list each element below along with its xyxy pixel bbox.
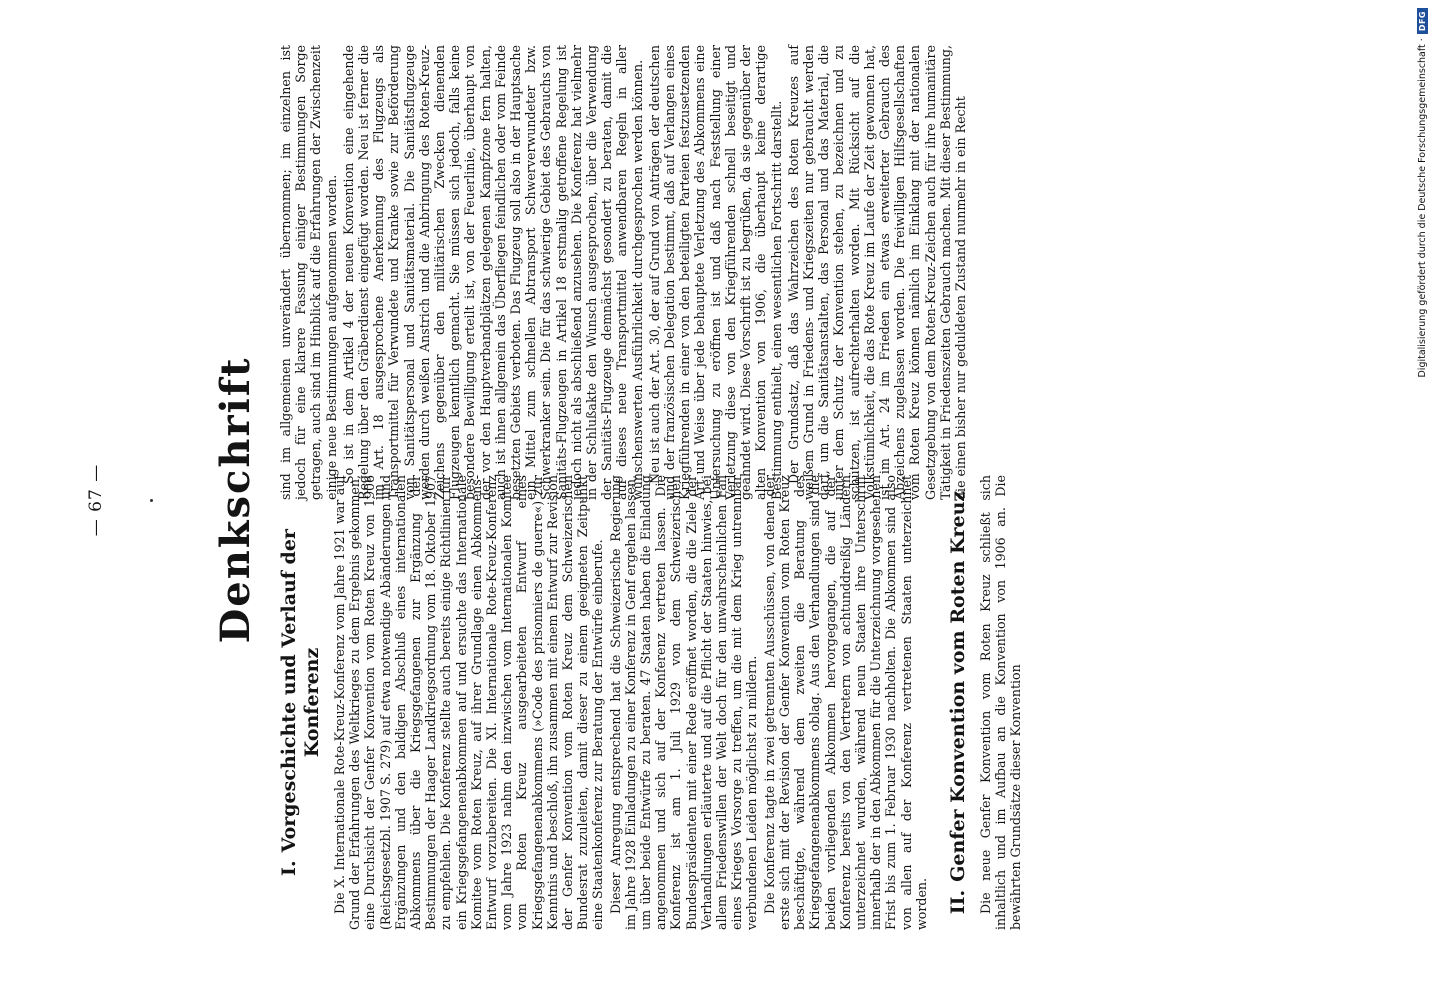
document-title: Denkschrift [212, 356, 259, 644]
page-number: — 67 — [86, 463, 106, 537]
paragraph: Die X. Internationale Rote-Kreuz-Konferenz vom Jahre 1921 war auf Grund der Erfahrungen des Weltkrieges zu dem Ergebnis gekommen, eine Durchsicht der Genfer Konvention vom Roten Kreuz von 1906 (Reichsgesetzbl. 1907 S. 279) auf etwa notwendige Abänderungen und Ergänzungen und den baldigen Abschluß eines internationalen Abkommens über die Kriegsgefangenen zur Ergänzung der Bestimmungen der Haager Landkriegsordnung vom 18. Oktober 1907 zu empfehlen. Die Konferenz stellte auch bereits einige Richtlinien für ein Kriegsgefangenenabkommen auf und ersuchte das Internationale Komitee vom Roten Kreuz, auf ihrer Grundlage einen Abkommens-Entwurf vorzubereiten. Die XI. Internationale Rote-Kreuz-Konferenz vom Jahre 1923 nahm den inzwischen vom Internationalen Komitee vom Roten Kreuz ausgearbeiteten Entwurf eines Kriegsgefangenenabkommens (»Code des prisonniers de guerre«) zur Kenntnis und beschloß, ihn zusammen mit einem Entwurf zur Revision der Genfer Konvention vom Roten Kreuz dem Schweizerischen Bundesrat zuzuleiten, damit dieser zu einem geeigneten Zeitpunkt eine Staatenkonferenz zur Beratung der Entwürfe einberufe. [332, 475, 606, 930]
paragraph: Die neue Genfer Konvention vom Roten Kreuz schließt sich inhaltlich und im Aufbau an die Konvention von 1906 an. Die bewährten Grundsätze dieser Konvention [977, 475, 1024, 930]
scan-speck [150, 499, 153, 502]
section-heading-2 [947, 475, 970, 930]
section-number: I. [278, 860, 300, 876]
paragraph: So ist in dem Artikel 4 der neuen Konvention eine eingehende Regelung über den Gräberdienst eingefügt worden. Neu ist ferner die im Art. 18 ausgesprochene Anerkennung des Flugzeugs als Transportmittel für Verwundete und Kranke sowie zur Beförderung von Sanitätspersonal und Sanitätsmaterial. Die Sanitätsflugzeuge werden durch weißen Anstrich und die Anbringung des Roten-Kreuz-Zeichens gegenüber den militärischen Zwecken dienenden Flugzeugen kenntlich gemacht. Sie müssen sich jedoch, falls keine besondere Bewilligung erteilt ist, von der Feuerlinie, überhaupt von der vor den Hauptverbandplätzen gelegenen Kampfzone fern halten, auch ist ihnen allgemein das Überfliegen feindlichen oder vom Feinde besetzten Gebiets verboten. Das Flugzeug soll also in der Hauptsache ein Mittel zum schnellen Abtransport Schwerverwundeter bzw. Schwerkranker sein. Die für das schwierige Gebiet des Gebrauchs von Sanitäts-Flugzeugen in Artikel 18 erstmalig getroffene Regelung ist jedoch nicht als abschließend anzusehen. Die Konferenz hat vielmehr in der Schlußakte den Wunsch ausgesprochen, über die Verwendung der Sanitäts-Flugzeuge demnächst gesondert zu beraten, damit die auf dieses neue Transportmittel anwendbaren Regeln in aller wünschenswerten Ausführlichkeit durchgesprochen werden können. [340, 45, 645, 500]
dfg-logo-badge: DFG [1417, 8, 1428, 34]
section-heading-1 [278, 475, 324, 930]
paragraph: Der Grundsatz, daß das Wahrzeichen des Roten Kreuzes auf weißem Grund in Friedens- und Kriegszeiten nur gebraucht werden darf, um die Sanitätsanstalten, das Personal und das Material, die unter dem Schutz der Konvention stehen, zu bezeichnen und zu schützen, ist aufrechterhalten worden. Mit Rücksicht auf die Volkstümlichkeit, die das Rote Kreuz im Laufe der Zeit gewonnen hat, ist im Art. 24 im Frieden ein etwas erweiterter Gebrauch des Abzeichens zugelassen worden. Die freiwilligen Hilfsgesellschaften vom Roten Kreuz können nämlich im Einklang mit der nationalen Gesetzgebung von dem Roten-Kreuz-Zeichen auch für ihre humanitäre Tätigkeit in Friedenszeiten Gebrauch machen. Mit dieser Bestimmung, die einen bisher nur geduldeten Zustand nunmehr in ein Recht [785, 45, 968, 500]
paragraph: sind im allgemeinen unverändert übernommen; im einzelnen ist jedoch für eine klarere Fassung einiger Bestimmungen Sorge getragen, auch sind im Hinblick auf die Erfahrungen der Zwischenzeit einige neue Bestimmungen aufgenommen worden. [278, 45, 339, 500]
digitization-note [1411, 8, 1433, 992]
section-title: Genfer Konvention vom Roten Kreuz [946, 490, 969, 882]
left-column [272, 475, 1024, 930]
section-title: Vorgeschichte und Verlauf der Konferenz [278, 529, 323, 853]
right-column [278, 45, 968, 500]
section-number: II. [946, 889, 969, 915]
paragraph: Die Konferenz tagte in zwei getrennten Ausschüssen, von denen der erste sich mit der Revision der Genfer Konvention vom Roten Kreuz beschäftigte, während dem zweiten die Beratung des Kriegsgefangenenabkommens oblag. Aus den Verhandlungen sind die beiden vorliegenden Abkommen hervorgegangen, die auf der Konferenz bereits von den Vertretern von achtunddreißig Ländern unterzeichnet wurden, während neun Staaten ihre Unterschrift innerhalb der in den Abkommen für die Unterzeichnung vorgesehenen Frist bis zum 1. Februar 1930 nachholten. Die Abkommen sind also von allen auf der Konferenz vertretenen Staaten unterzeichnet worden. [761, 475, 929, 930]
digitization-note-text: Digitalisierung gefördert durch die Deutsche Forschungsgemeinschaft · [1416, 38, 1428, 378]
paragraph: Neu ist auch der Art. 30, der auf Grund von Anträgen der deutschen und der französischen Delegation bestimmt, daß auf Verlangen eines Kriegführenden in einer von den beteiligten Parteien festzusetzenden Art und Weise über jede behauptete Verletzung des Abkommens eine Untersuchung zu eröffnen ist und daß nach Feststellung einer Verletzung diese von den Kriegführenden schnell beseitigt und geahndet wird. Diese Vorschrift ist zu begrüßen, da sie gegenüber der alten Konvention von 1906, die überhaupt keine derartige Bestimmung enthielt, einen wesentlichen Fortschritt darstellt. [646, 45, 784, 500]
paragraph: Dieser Anregung entsprechend hat die Schweizerische Regierung im Jahre 1928 Einladungen zu einer Konferenz in Genf ergehen lassen, um über beide Entwürfe zu beraten. 47 Staaten haben die Einladung angenommen und sich auf der Konferenz vertreten lassen. Die Konferenz ist am 1. Juli 1929 von dem Schweizerischen Bundespräsidenten mit einer Rede eröffnet worden, die die Ziele der Verhandlungen erläuterte und auf die Pflicht der Staaten hinwies, bei allem Friedenswillen der Welt doch für den unwahrscheinlichen Fall eines Krieges Vorsorge zu treffen, um die mit dem Krieg untrennbar verbundenen Leiden möglichst zu mildern. [607, 475, 760, 930]
